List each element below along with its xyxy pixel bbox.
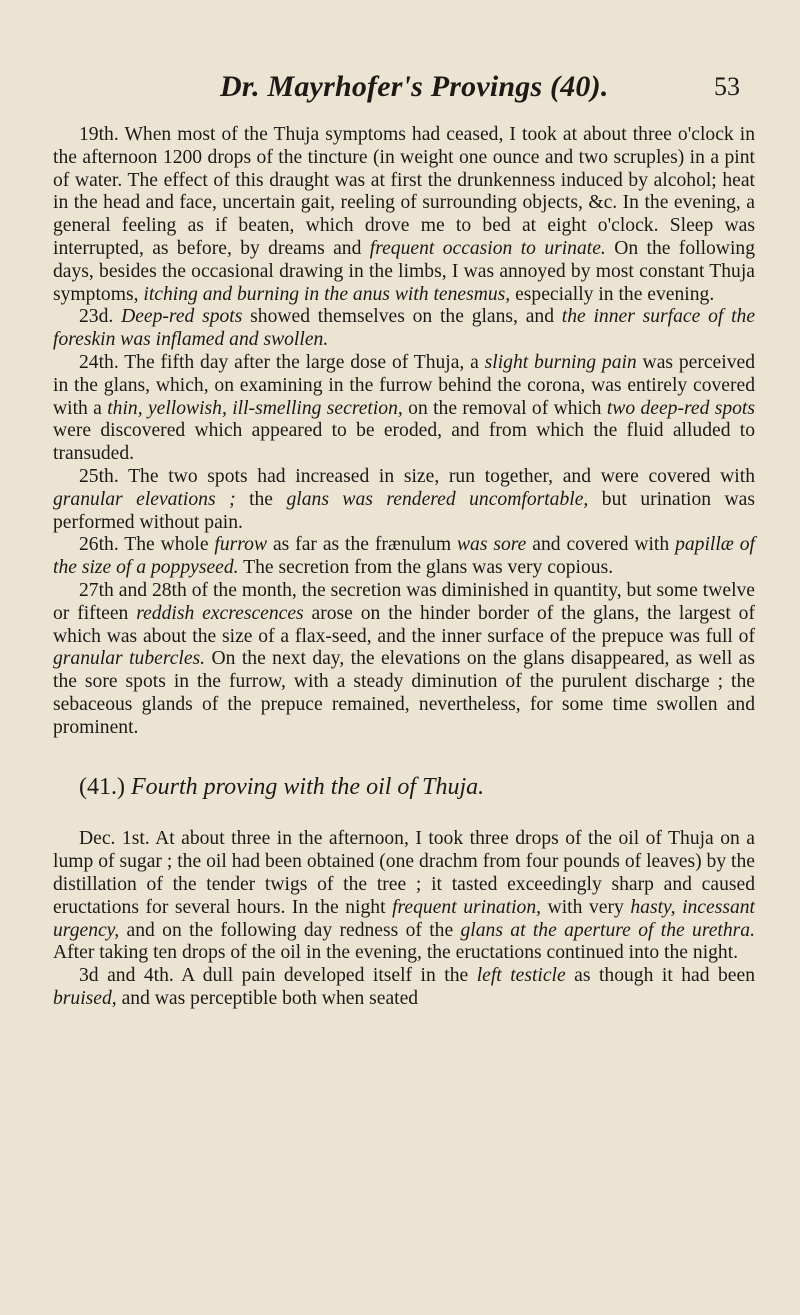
running-head [0, 70, 800, 110]
paragraph-dec-1st: Dec. 1st. At about three in the afternoon, I took three drops of the oil of Thuja on a lump of sugar ; the oil had been obtained (one drachm from four pounds of leaves) by the distillation of the tender twigs of the tree ; it tasted exceedingly sharp and caused eructations for several hours. In the night frequent urination, with very hasty, incessant urgency, and on the following day redness of the glans at the aperture of the urethra. After taking ten drops of the oil in the evening, the eructations continued into the night. [53, 828, 755, 964]
section-heading: (41.) Fourth proving with the oil of Thuja. [79, 773, 485, 800]
paragraph-19th: 19th. When most of the Thuja symptoms had ceased, I took at about three o'clock in the afternoon 1200 drops of the tincture (in weight one ounce and two scruples) in a pint of water. The effect of this draught was at first the drunkenness induced by alcohol; heat in the head and face, uncertain gait, reeling of surrounding objects, &c. In the evening, a general feeling as if beaten, which drove me to bed at eight o'clock. Sleep was interrupted, as before, by dreams and frequent occasion to urinate. On the following days, besides the occasional drawing in the limbs, I was annoyed by most constant Thuja symptoms, itching and burning in the anus with tenesmus, especially in the evening. [53, 124, 755, 305]
paragraph-3d-4th: 3d and 4th. A dull pain developed itself in the left testicle as though it had been bruised, and was perceptible both when seated [53, 965, 755, 1009]
paragraph-27th-28th: 27th and 28th of the month, the secretion was diminished in quantity, but some twelve or fifteen reddish excrescences arose on the hinder border of the glans, the largest of which was about the size of a flax-seed, and the inner surface of the prepuce was full of granular tubercles. On the next day, the elevations on the glans disappeared, as well as the sore spots in the furrow, with a steady diminution of the purulent discharge ; the sebaceous glands of the prepuce remained, nevertheless, for some time swollen and prominent. [53, 579, 755, 738]
running-title: Dr. Mayrhofer's Provings (40). [220, 70, 609, 103]
paragraph-24th: 24th. The fifth day after the large dose of Thuja, a slight burning pain was perceived in the glans, which, on examining in the furrow behind the corona, was entirely covered with a thin, yellowish, ill-smelling secretion, on the removal of which two deep-red spots were discovered which appeared to be eroded, and from which the fluid alluded to transuded. [53, 351, 756, 465]
paragraph-25th: 25th. The two spots had increased in size, run together, and were covered with granular elevations ; the glans was rendered uncomfortable, but urination was performed without pain. [53, 465, 756, 533]
page-number: 53 [714, 72, 740, 101]
page-body [53, 124, 755, 1011]
paragraph-26th: 26th. The whole furrow as far as the frænulum was sore and covered with papillæ of the size of a poppyseed. The secretion from the glans was very copious. [53, 534, 756, 579]
section-title: Fourth proving with the oil of Thuja. [130, 773, 485, 800]
paragraph-23d: 23d. Deep-red spots showed themselves on the glans, and the inner surface of the foreskin was inflamed and swollen. [53, 306, 756, 351]
